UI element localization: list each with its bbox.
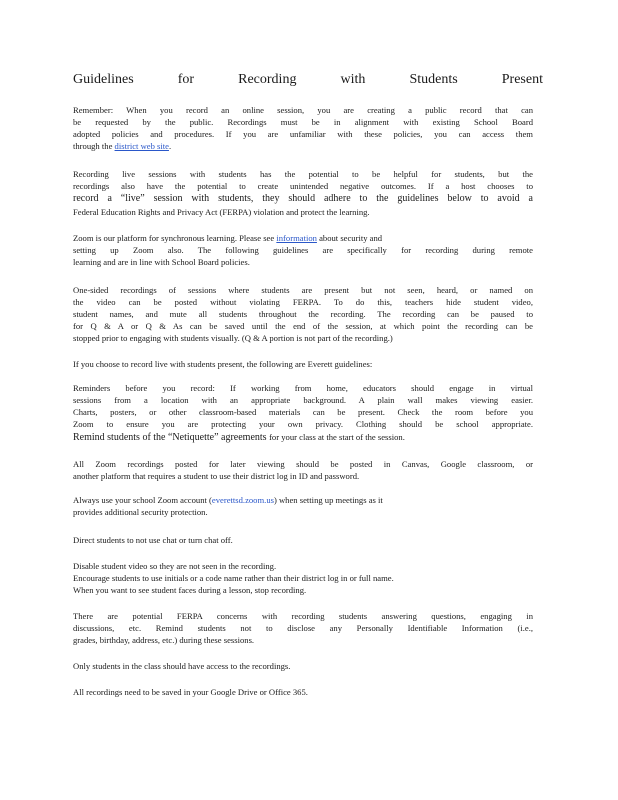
text-line: grades, birthday, address, etc.) during these sessions. [73,635,255,645]
paragraph-one-sided-recordings [73,284,533,344]
text-line: Remember: When you record an online session, you are creating a public record that can [73,105,533,115]
text-fragment: . [168,141,172,151]
text-line: One-sided recordings of sessions where students are present but not seen, heard, or named on [73,285,533,295]
text-line [73,494,533,506]
text-line: for Q & A or Q & As can be saved until the end of the session, at which point the recording can be [73,321,533,331]
text-line: Zoom to ensure you are protecting your own privacy. Clothing should be school appropriate. [73,419,533,429]
text-line-emphasis: record a “live” session with students, they should adhere to the guidelines below to avoid a [73,193,533,204]
text-line: another platform that requires a student to use their district log in ID and password. [73,471,360,481]
paragraph-storage [73,686,533,698]
text-fragment: about security and [319,233,383,243]
text-line: Only students in the class should have access to the recordings. [73,661,291,671]
paragraph-access [73,660,533,672]
text-line [73,232,533,244]
text-fragment: ) when setting up meetings as it [273,495,383,505]
text-line: All Zoom recordings posted for later viewing should be posted in Canvas, Google classroom, or [73,459,533,469]
text-line: Reminders before you record: If working from home, educators should engage in virtual [73,383,533,393]
paragraph-school-zoom-account [73,494,533,518]
text-line: the video can be posted without violating FERPA. To do this, teachers hide student video, [73,297,533,307]
text-line: Disable student video so they are not seen in the recording. [73,561,277,571]
district-web-site-link[interactable]: district web site [114,141,169,151]
text-line: provides additional security protection. [73,507,208,517]
text-line: If you choose to record live with students present, the following are Everett guidelines: [73,359,373,369]
text-line: student names, and mute all students throughout the recording. The recording can be paused to [73,309,533,319]
information-link[interactable]: information [276,233,317,243]
text-line: All recordings need to be saved in your Google Drive or Office 365. [73,687,308,697]
text-line: setting up Zoom also. The following guidelines are specifically for recording during remote [73,245,533,255]
paragraph-ferpa-concerns [73,610,533,646]
text-line: Recording live sessions with students has the potential to be helpful for students, but the [73,169,533,179]
text-line: Direct students to not use chat or turn chat off. [73,535,233,545]
text-line: Federal Education Rights and Privacy Act (FERPA) violation and protect the learning. [73,207,370,217]
paragraph-disable-video [73,560,533,596]
paragraph-live-sessions [73,168,533,218]
text-line: adopted policies and procedures. If you are unfamiliar with these policies, you can access them [73,129,533,139]
paragraph-reminder [73,104,533,152]
text-line: sessions from a location with an appropriate background. A plain wall makes viewing easier. [73,395,533,405]
paragraph-everett-guidelines [73,358,533,370]
text-line: When you want to see student faces during a lesson, stop recording. [73,585,307,595]
paragraph-posting-recordings [73,458,533,482]
text-fragment: Zoom is our platform for synchronous learning. Please see [73,233,275,243]
text-line: Encourage students to use initials or a code name rather than their district log in or full name. [73,573,394,583]
page-title: Guidelines for Recording with Students Present [73,72,543,87]
text-line: be requested by the public. Recordings must be in alignment with existing School Board [73,117,533,127]
text-fragment: through the [73,141,113,151]
text-line: There are potential FERPA concerns with recording students answering questions, engaging in [73,611,533,621]
text-line: discussions, etc. Remind students not to disclose any Personally Identifiable Information (i.e., [73,623,533,633]
text-line [73,140,533,152]
text-fragment: Always use your school Zoom account ( [73,495,212,505]
text-line: stopped prior to engaging with students visually. (Q & A portion is not part of the recording.) [73,333,393,343]
text-fragment: for your class at the start of the session. [269,432,405,442]
text-line [73,430,533,444]
paragraph-chat [73,534,533,546]
paragraph-reminders-before-record [73,382,533,444]
text-line: recordings also have the potential to create unintended negative outcomes. If a host chooses to [73,181,533,191]
text-line: learning and are in line with School Board policies. [73,257,250,267]
text-line: Charts, posters, or other classroom-based materials can be present. Check the room before you [73,407,533,417]
everettsd-zoom-link[interactable]: everettsd.zoom.us [211,495,274,505]
paragraph-zoom-platform [73,232,533,268]
netiquette-reminder: Remind students of the “Netiquette” agreements [73,432,267,443]
